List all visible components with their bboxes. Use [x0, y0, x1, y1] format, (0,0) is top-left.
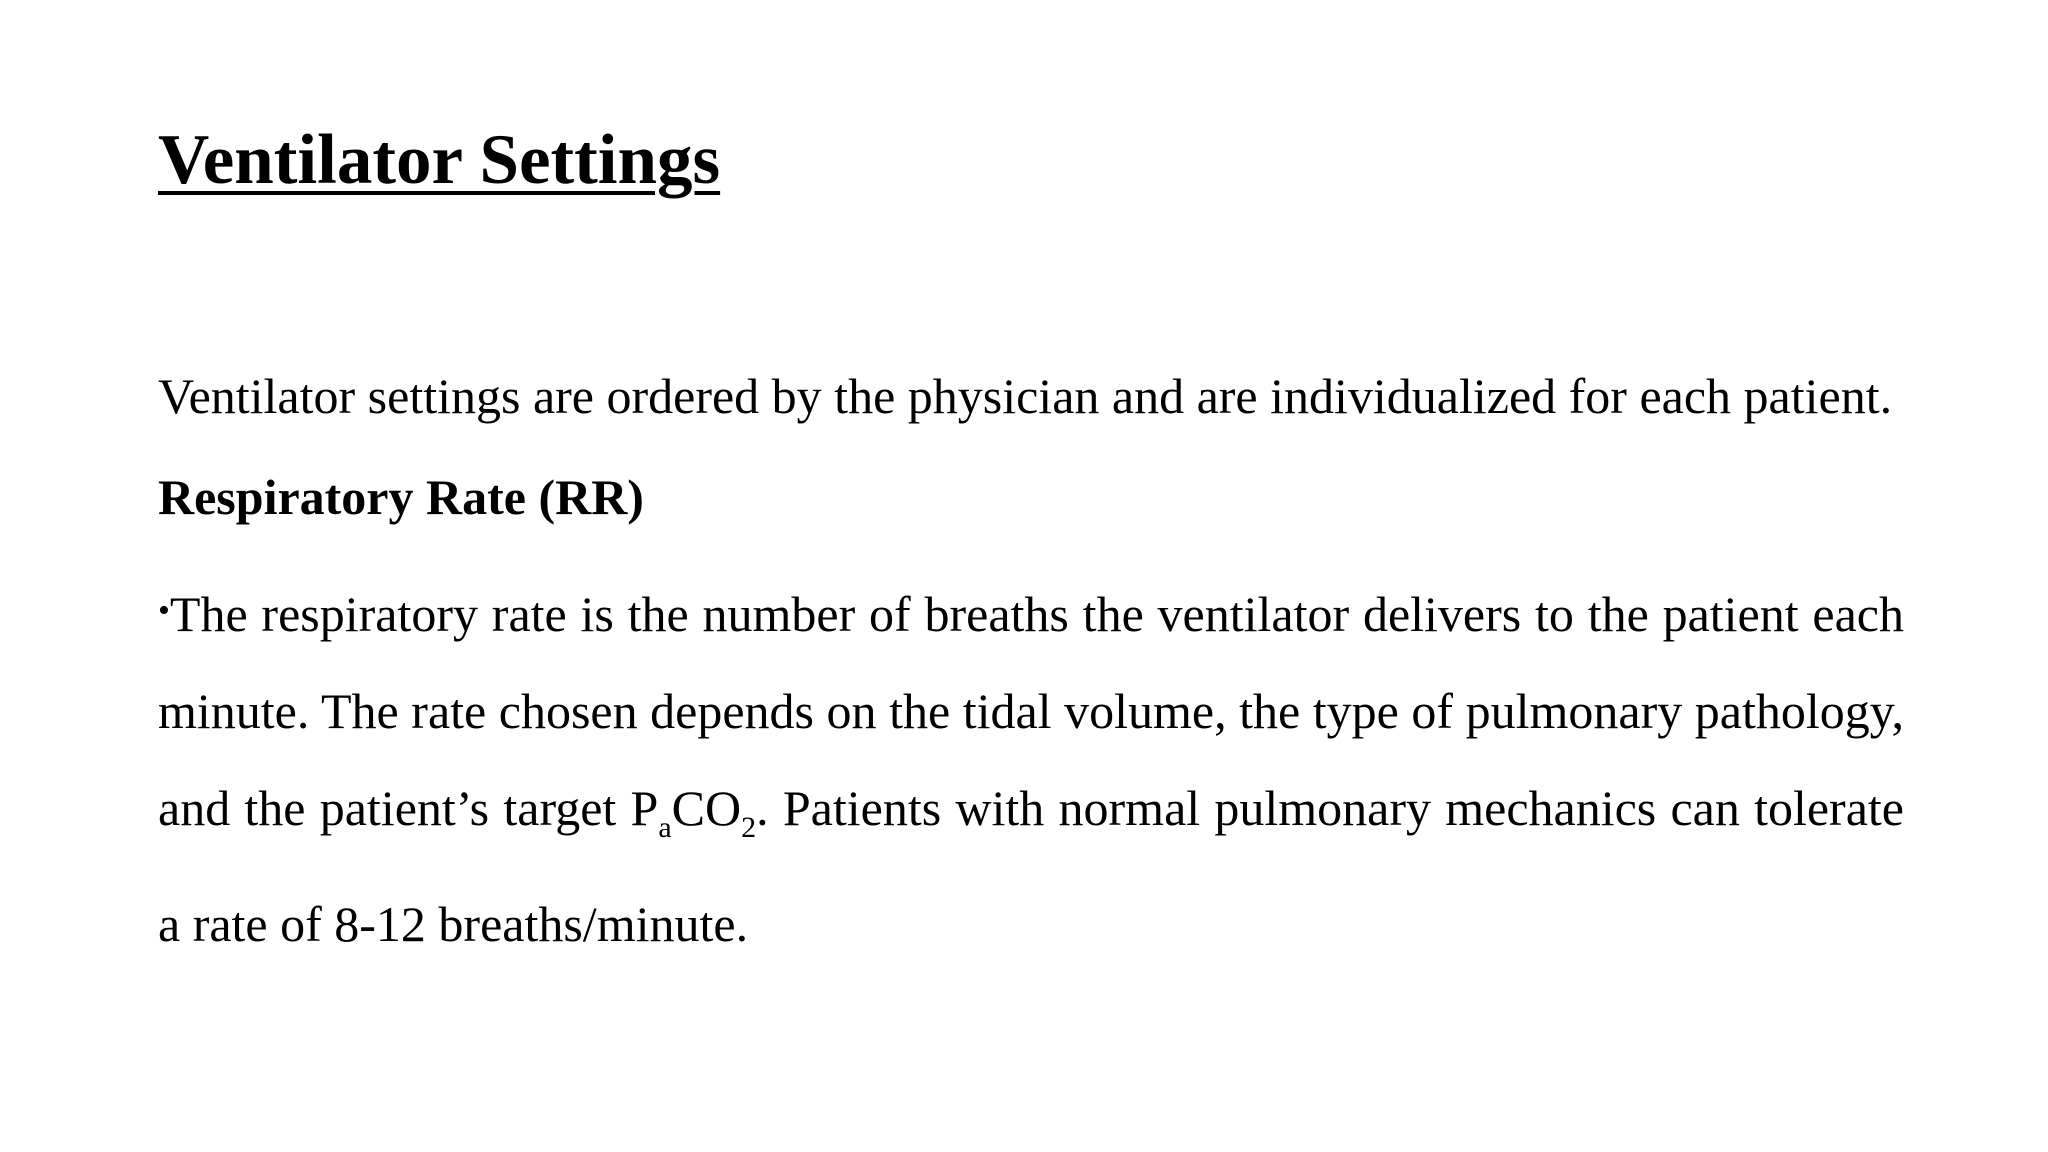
subscript-2: 2 [741, 811, 757, 844]
bullet-text-before: The respiratory rate is the number of breaths the ventilator delivers to the patient each minute. The rate chosen depends on the tidal volume, the type of pulmonary pathology, and the patient’s target P [158, 586, 1904, 836]
subscript-a: a [658, 811, 672, 844]
slide-title: Ventilator Settings [158, 121, 721, 199]
slide-body [158, 349, 1904, 973]
bullet-icon: • [158, 592, 170, 629]
bullet-text-after: . Patients with normal pulmonary mechanics can tolerate a rate of 8-12 breaths/minute. [158, 780, 1904, 952]
intro-paragraph: Ventilator settings are ordered by the physician and are individualized for each patient. [158, 368, 1893, 424]
section-heading-respiratory-rate: Respiratory Rate (RR) [158, 469, 644, 525]
formula-co: CO [671, 780, 742, 836]
bullet-paragraph-respiratory-rate [158, 562, 1904, 973]
